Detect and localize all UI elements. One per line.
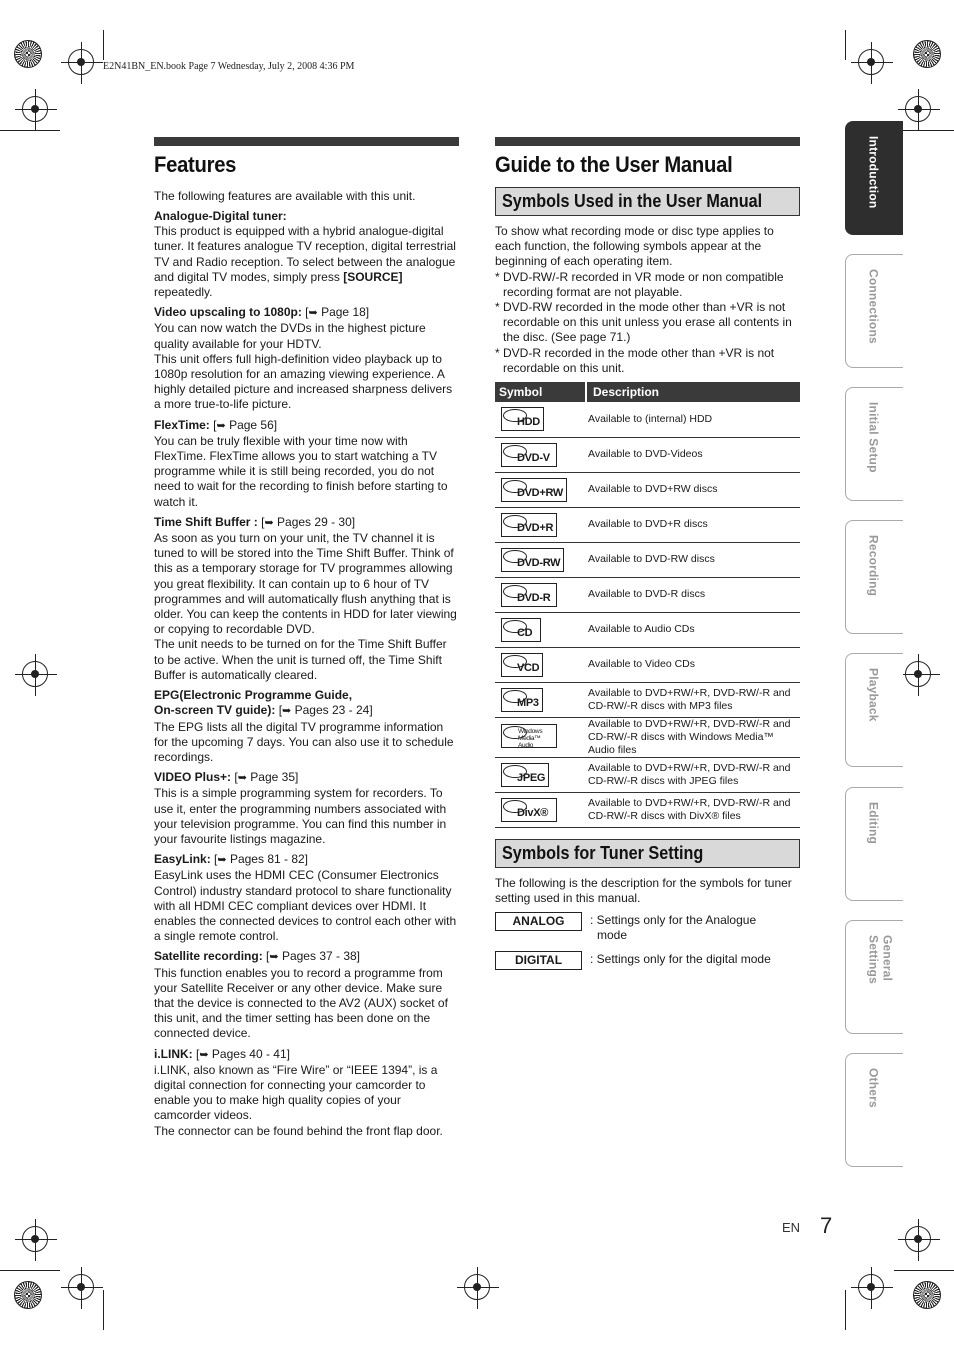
analog-desc-line2: mode: [597, 927, 628, 942]
tuner-heading-box: [495, 839, 800, 868]
crop-mark-l1: [22, 96, 48, 122]
feature-title: VIDEO Plus+:: [154, 770, 232, 785]
symbol-label: JPEG: [517, 771, 546, 784]
symbol-cell: [495, 757, 586, 792]
description-cell: Available to DVD+RW/+R, DVD-RW/-R and CD-RW/-R discs with Windows Media™ Audio files: [586, 717, 800, 757]
tab-general-settings[interactable]: [845, 920, 903, 1034]
symbol-label: VCD: [517, 661, 540, 674]
section-bar: [154, 137, 459, 146]
tab-label: Editing: [866, 802, 881, 845]
tab-editing[interactable]: [845, 787, 903, 901]
crop-mark-l2: [22, 661, 48, 687]
tuner-row-analog: [495, 912, 800, 943]
feature-item: [154, 770, 459, 847]
feature-body: As soon as you turn on your unit, the TV channel it is tuned to will be stored into the Time Shift Buffer. Think of this as a temporary storage for TV programmes allowing you great flexibility. It can contain up to 6 hour of TV programmes and will automatically flush anything that is older. You can keep the contents in HDD for later viewing or copying to recordable DVD. The unit needs to be turned on for the Time Shift Buffer to be active. When the unit is turned off, the Time Shift Buffer is automatically cleared.: [154, 531, 457, 682]
feature-page-ref: [➥ Pages 40 - 41]: [196, 1047, 290, 1061]
table-row: [495, 612, 800, 647]
digital-description: [582, 951, 771, 970]
feature-body: You can now watch the DVDs in the highest picture quality available for your HDTV. This unit offers full high-definition video playback up to 1080p resolution for an amazing viewing experience. A highly detailed picture and increased sharpness delivers a more true-to-life picture.: [154, 321, 453, 412]
disc-symbol-icon: [501, 513, 557, 537]
symbol-cell: [495, 402, 586, 437]
feature-item: [154, 688, 459, 765]
symbol-cell: [495, 577, 586, 612]
feature-page-ref: [➥ Page 56]: [213, 418, 277, 432]
symbol-cell: [495, 507, 586, 542]
symbol-column-header: Symbol: [495, 382, 586, 402]
note: * DVD-R recorded in the mode other than +VR is not recordable on this unit.: [495, 345, 775, 375]
description-cell: Available to DVD+RW/+R, DVD-RW/-R and CD-RW/-R discs with DivX® files: [586, 792, 800, 827]
description-cell: Available to DVD+RW/+R, DVD-RW/-R and CD-RW/-R discs with MP3 files: [586, 682, 800, 717]
tuner-intro: The following is the description for the symbols for tuner setting used in this manual.: [495, 875, 792, 905]
tab-initial-setup[interactable]: [845, 387, 903, 501]
crop-mark-tl: [68, 49, 94, 75]
feature-title: EPG(Electronic Programme Guide, On-screen TV guide):: [154, 688, 353, 718]
symbol-label: CD: [517, 626, 533, 639]
description-cell: Available to Audio CDs: [586, 612, 800, 647]
crop-mark-bl: [68, 1274, 94, 1300]
description-cell: Available to DVD-Videos: [586, 437, 800, 472]
registration-star-top-left: [14, 40, 42, 68]
symbol-label: Windows Media™ Audio: [518, 727, 543, 749]
feature-page-ref: [➥ Pages 23 - 24]: [279, 703, 373, 717]
tab-label: Introduction: [866, 136, 881, 209]
feature-item: [154, 305, 459, 412]
registration-star-top-right: [913, 40, 941, 68]
tuner-heading: Symbols for Tuner Setting: [502, 842, 704, 863]
print-header: E2N41BN_EN.book Page 7 Wednesday, July 2, 2008 4:36 PM: [103, 61, 355, 72]
feature-page-ref: [➥ Pages 37 - 38]: [266, 949, 360, 963]
symbol-cell: [495, 437, 586, 472]
tab-connections[interactable]: [845, 254, 903, 368]
description-cell: Available to DVD+RW discs: [586, 472, 800, 507]
crop-mark-r1: [905, 96, 931, 122]
symbol-cell: [495, 682, 586, 717]
registration-star-bottom-left: [14, 1281, 42, 1309]
feature-item: [154, 418, 459, 510]
disc-symbol-icon: [501, 618, 541, 642]
feature-title: Time Shift Buffer :: [154, 514, 258, 529]
symbol-label: DVD-R: [517, 591, 551, 604]
arrow-icon: ➥: [264, 516, 274, 529]
arrow-icon: ➥: [216, 419, 226, 432]
table-row: [495, 682, 800, 717]
description-column-header: Description: [586, 382, 800, 402]
features-intro: The following features are available with this unit.: [154, 189, 416, 203]
feature-page-ref: [➥ Pages 81 - 82]: [214, 852, 308, 866]
tab-label: General Settings: [866, 935, 895, 984]
symbols-notes: [495, 270, 800, 376]
disc-symbol-icon: [501, 548, 564, 572]
disc-symbol-icon: [501, 724, 557, 748]
feature-body: This function enables you to record a programme from your Satellite Receiver or any other device. Make sure that the device is connected to the AV2 (AUX) socket of this unit, and the timer setting has been done on the connected device.: [154, 965, 448, 1041]
crop-line: [103, 1290, 104, 1330]
digital-symbol: DIGITAL: [495, 951, 582, 970]
description-cell: Available to DVD-R discs: [586, 577, 800, 612]
crop-line: [0, 1270, 60, 1271]
feature-page-ref: [➥ Page 35]: [234, 770, 298, 784]
features-section: [154, 137, 459, 1139]
symbol-cell: [495, 612, 586, 647]
feature-body: This is a simple programming system for recorders. To use it, enter the programming numbers associated with your television programme. You can find this number in your favourite listings magazine.: [154, 786, 447, 846]
tab-introduction[interactable]: [845, 121, 903, 235]
crop-mark-bc: [464, 1274, 490, 1300]
table-row: [495, 437, 800, 472]
features-list: [154, 209, 459, 1139]
analog-desc-line1: : Settings only for the Analogue: [590, 912, 757, 927]
symbol-label: DVD-V: [517, 451, 550, 464]
disc-symbol-icon: [501, 653, 543, 677]
footer-language: EN: [782, 1220, 801, 1235]
feature-title: FlexTime:: [154, 417, 210, 432]
symbol-label: HDD: [517, 416, 540, 429]
feature-item: [154, 209, 459, 300]
feature-title: EasyLink:: [154, 852, 211, 867]
feature-title: Analogue-Digital tuner:: [154, 209, 287, 223]
feature-body: You can be truly flexible with your time now with FlexTime. FlexTime allows you to start watching a TV programme while it is still being recorded, you do not need to wait for the recording to finish before starting to watch it.: [154, 433, 448, 509]
crop-line: [894, 130, 954, 131]
symbol-label: MP3: [517, 696, 539, 709]
tab-label: Recording: [866, 535, 881, 597]
crop-mark-br: [858, 1274, 884, 1300]
feature-body: EasyLink uses the HDMI CEC (Consumer Electronics Control) industry standard protocol to share functionality with all HDMI CEC compliant devices over HDMI. It enables the connected devices to control each other with a single remote control.: [154, 868, 457, 944]
feature-title: Satellite recording:: [154, 949, 263, 964]
table-row: [495, 647, 800, 682]
feature-body: i.LINK, also known as “Fire Wire” or “IEEE 1394”, is a digital connection for connecting your camcorder to enable you to make high quality copies of your camcorder videos. The connector can be found behind the front flap door.: [154, 1062, 443, 1138]
symbol-label: DVD+RW: [517, 486, 563, 499]
note: * DVD-RW/-R recorded in VR mode or non compatible recording format are not playable.: [495, 269, 784, 299]
arrow-icon: ➥: [217, 854, 227, 867]
tuner-row-digital: [495, 951, 800, 970]
arrow-icon: ➥: [237, 772, 247, 785]
description-cell: Available to Video CDs: [586, 647, 800, 682]
table-row: [495, 472, 800, 507]
symbol-cell: [495, 647, 586, 682]
guide-section: [495, 137, 800, 970]
analog-symbol: ANALOG: [495, 912, 582, 931]
crop-line: [845, 30, 846, 60]
crop-line: [845, 1290, 846, 1330]
symbol-cell: [495, 542, 586, 577]
disc-symbol-icon: [501, 583, 557, 607]
symbol-label: DVD-RW: [517, 556, 561, 569]
description-cell: Available to (internal) HDD: [586, 402, 800, 437]
disc-symbol-icon: [501, 763, 549, 787]
table-row: [495, 402, 800, 437]
symbol-cell: [495, 792, 586, 827]
crop-line: [0, 130, 60, 131]
feature-page-ref: [➥ Pages 29 - 30]: [261, 515, 355, 529]
section-bar: [495, 137, 800, 146]
disc-symbol-icon: [501, 478, 567, 502]
tab-label: Others: [866, 1068, 881, 1108]
description-cell: Available to DVD-RW discs: [586, 542, 800, 577]
table-row: [495, 717, 800, 757]
feature-title: i.LINK:: [154, 1046, 193, 1061]
tab-playback[interactable]: [845, 653, 903, 767]
tab-label: Connections: [866, 269, 881, 344]
symbol-label: DivX®: [517, 806, 549, 819]
disc-symbol-icon: [501, 407, 544, 431]
symbols-intro: To show what recording mode or disc type applies to each function, the following symbols appear at the beginning of each operating item.: [495, 224, 774, 269]
symbol-cell: [495, 472, 586, 507]
description-cell: Available to DVD+R discs: [586, 507, 800, 542]
crop-line: [894, 1270, 954, 1271]
tab-others[interactable]: [845, 1053, 903, 1167]
symbol-cell: [495, 717, 586, 757]
table-row: [495, 792, 800, 827]
symbols-heading-box: [495, 187, 800, 216]
arrow-icon: ➥: [282, 705, 292, 718]
arrow-icon: ➥: [308, 307, 318, 320]
page-number: 7: [820, 1213, 833, 1238]
crop-mark-tr: [858, 49, 884, 75]
table-row: [495, 542, 800, 577]
tab-recording[interactable]: [845, 520, 903, 634]
description-cell: Available to DVD+RW/+R, DVD-RW/-R and CD-RW/-R discs with JPEG files: [586, 757, 800, 792]
tab-label: Initial Setup: [866, 402, 881, 473]
crop-line: [103, 30, 104, 60]
disc-symbol-icon: [501, 798, 557, 822]
symbols-table: [495, 382, 800, 828]
arrow-icon: ➥: [199, 1048, 209, 1061]
disc-symbol-icon: [501, 688, 543, 712]
table-row: [495, 757, 800, 792]
crop-mark-l3: [22, 1226, 48, 1252]
analog-description: [582, 912, 756, 943]
registration-star-bottom-right: [913, 1281, 941, 1309]
crop-mark-r2: [905, 661, 931, 687]
arrow-icon: ➥: [269, 951, 279, 964]
digital-desc-line1: : Settings only for the digital mode: [590, 951, 771, 966]
tab-label: Playback: [866, 668, 881, 722]
table-row: [495, 507, 800, 542]
table-row: [495, 577, 800, 612]
feature-body: The EPG lists all the digital TV programme information for the upcoming 7 days. You can also use it to schedule recordings.: [154, 719, 454, 764]
feature-item: [154, 1047, 459, 1139]
feature-title: Video upscaling to 1080p:: [154, 305, 302, 320]
symbols-heading: Symbols Used in the User Manual: [502, 191, 763, 211]
features-title: Features: [154, 152, 237, 177]
feature-item: [154, 852, 459, 944]
note: * DVD-RW recorded in the mode other than +VR is not recordable on this unit unless you erase all contents in the disc. (See page 71.): [495, 300, 792, 345]
feature-item: [154, 949, 459, 1041]
feature-body: This product is equipped with a hybrid analogue-digital tuner. It features analogue TV reception, digital terrestrial TV and Radio reception. To select between the analogue and digital TV modes, simply press [SOURCE] repeatedly.: [154, 224, 456, 300]
guide-title: Guide to the User Manual: [495, 152, 733, 177]
feature-page-ref: [➥ Page 18]: [305, 305, 369, 319]
crop-mark-r3: [905, 1226, 931, 1252]
disc-symbol-icon: [501, 443, 557, 467]
feature-item: [154, 515, 459, 683]
symbol-label: DVD+R: [517, 521, 554, 534]
